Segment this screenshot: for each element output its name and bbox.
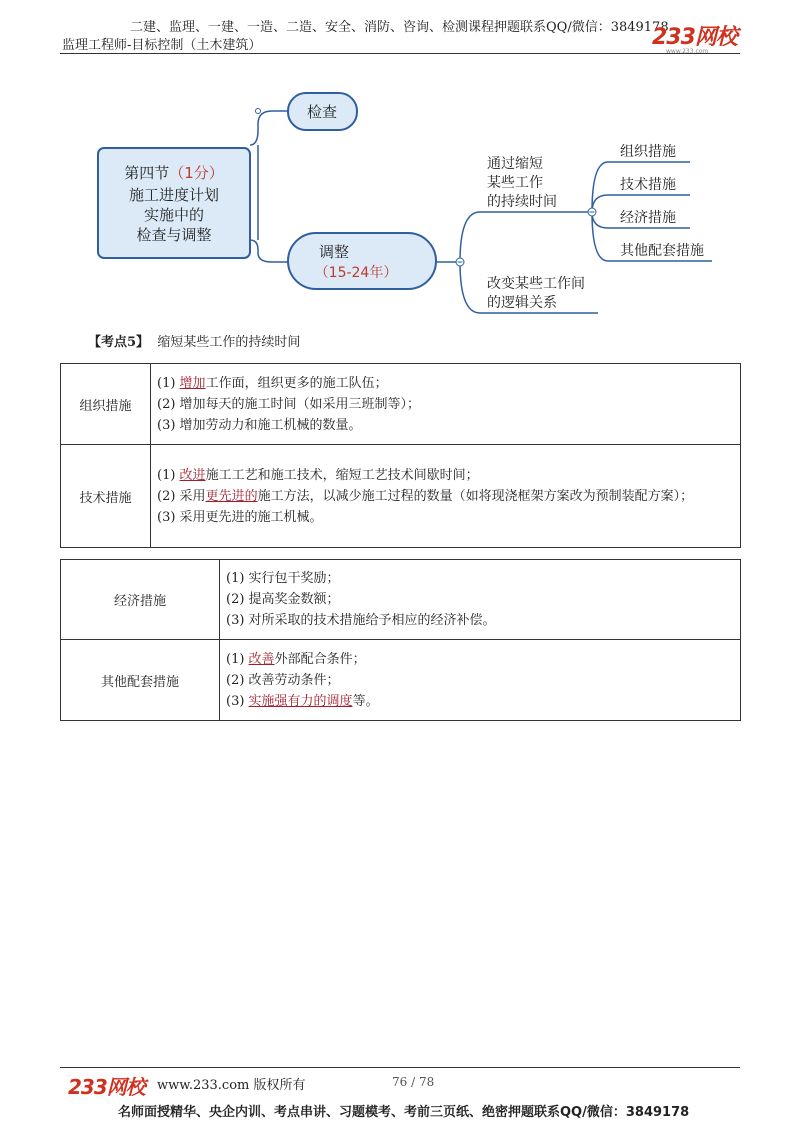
leaf-organization: 组织措施 xyxy=(620,144,676,160)
node-adjust-score: （15-24年） xyxy=(314,265,398,281)
row-label: 组织措施 xyxy=(61,364,151,445)
row-label: 经济措施 xyxy=(61,560,220,640)
node-shorten-line-2: 某些工作 xyxy=(487,175,543,191)
root-title: 第四节 xyxy=(124,164,170,182)
footer-logo: 233网校 xyxy=(68,1075,145,1099)
list-item: (2) 采用更先进的施工方法，以减少施工过程的数量（如将现浇框架方案改为预制装配方案）； xyxy=(157,488,694,504)
table-row xyxy=(61,445,741,548)
node-adjust-label: 调整 xyxy=(318,243,350,261)
section-title: 缩短某些工作的持续时间 xyxy=(157,335,301,350)
node-shorten-line-3: 的持续时间 xyxy=(487,194,557,210)
node-logic-line-2: 的逻辑关系 xyxy=(487,295,557,311)
measures-table-1 xyxy=(60,363,741,548)
list-item: (2) 提高奖金数额； xyxy=(226,592,340,607)
connector-shorten xyxy=(460,212,592,262)
root-line-2: 施工进度计划 xyxy=(128,186,220,204)
footer-copyright: www.233.com 版权所有 xyxy=(157,1078,306,1093)
list-item: (3) 实施强有力的调度等。 xyxy=(226,693,379,709)
leaf-technical: 技术措施 xyxy=(620,177,676,193)
root-line-4: 检查与调整 xyxy=(136,226,212,244)
footer-slogan: 名师面授精华、央企内训、考点串讲、习题模考、考前三页纸、绝密押题联系QQ/微信：3849178 xyxy=(118,1105,690,1120)
measures-table-2 xyxy=(60,559,741,721)
list-item: (3) 对所采取的技术措施给予相应的经济补偿。 xyxy=(226,613,496,628)
document-title: 监理工程师-目标控制（土木建筑） xyxy=(62,38,262,53)
root-line-3: 实施中的 xyxy=(143,206,205,224)
table-row xyxy=(61,364,741,445)
list-item: (2) 增加每天的施工时间（如采用三班制等）； xyxy=(157,396,421,412)
header-banner: 二建、监理、一建、一造、二造、安全、消防、咨询、检测课程押题联系QQ/微信：3849178 xyxy=(130,20,669,35)
table-row xyxy=(61,640,741,721)
row-content xyxy=(220,560,741,640)
connector-check xyxy=(250,111,290,145)
brand-logo: 233网校 www.233.com xyxy=(652,25,737,55)
list-item: (1) 实行包干奖励； xyxy=(226,571,340,586)
header-divider xyxy=(60,53,740,54)
row-content xyxy=(151,445,741,548)
row-label: 技术措施 xyxy=(61,445,151,548)
svg-text:第四节（1分） xyxy=(124,164,224,182)
row-content xyxy=(151,364,741,445)
connector-adjust xyxy=(250,240,290,262)
footer-divider xyxy=(60,1067,740,1068)
mindmap-diagram xyxy=(0,80,800,325)
node-check-label: 检查 xyxy=(306,103,338,121)
table-row xyxy=(61,560,741,640)
node-logic-line-1: 改变某些工作间 xyxy=(487,276,585,292)
row-label: 其他配套措施 xyxy=(61,640,220,721)
leaf-other: 其他配套措施 xyxy=(620,243,704,259)
list-item: (1) 增加工作面，组织更多的施工队伍； xyxy=(157,375,388,391)
section-heading xyxy=(88,331,300,350)
page-number: 76 / 78 xyxy=(392,1075,435,1089)
list-item: (3) 采用更先进的施工机械。 xyxy=(157,509,323,525)
leaf-economic: 经济措施 xyxy=(620,210,676,226)
root-score: （1分） xyxy=(169,164,224,182)
list-item: (3) 增加劳动力和施工机械的数量。 xyxy=(157,417,362,433)
node-shorten-line-1: 通过缩短 xyxy=(487,156,543,172)
row-content xyxy=(220,640,741,721)
section-tag: 【考点5】 xyxy=(88,335,150,350)
list-item: (1) 改善外部配合条件； xyxy=(226,651,366,667)
list-item: (1) 改进施工工艺和施工技术，缩短工艺技术间歇时间； xyxy=(157,467,479,483)
list-item: (2) 改善劳动条件； xyxy=(226,672,340,688)
